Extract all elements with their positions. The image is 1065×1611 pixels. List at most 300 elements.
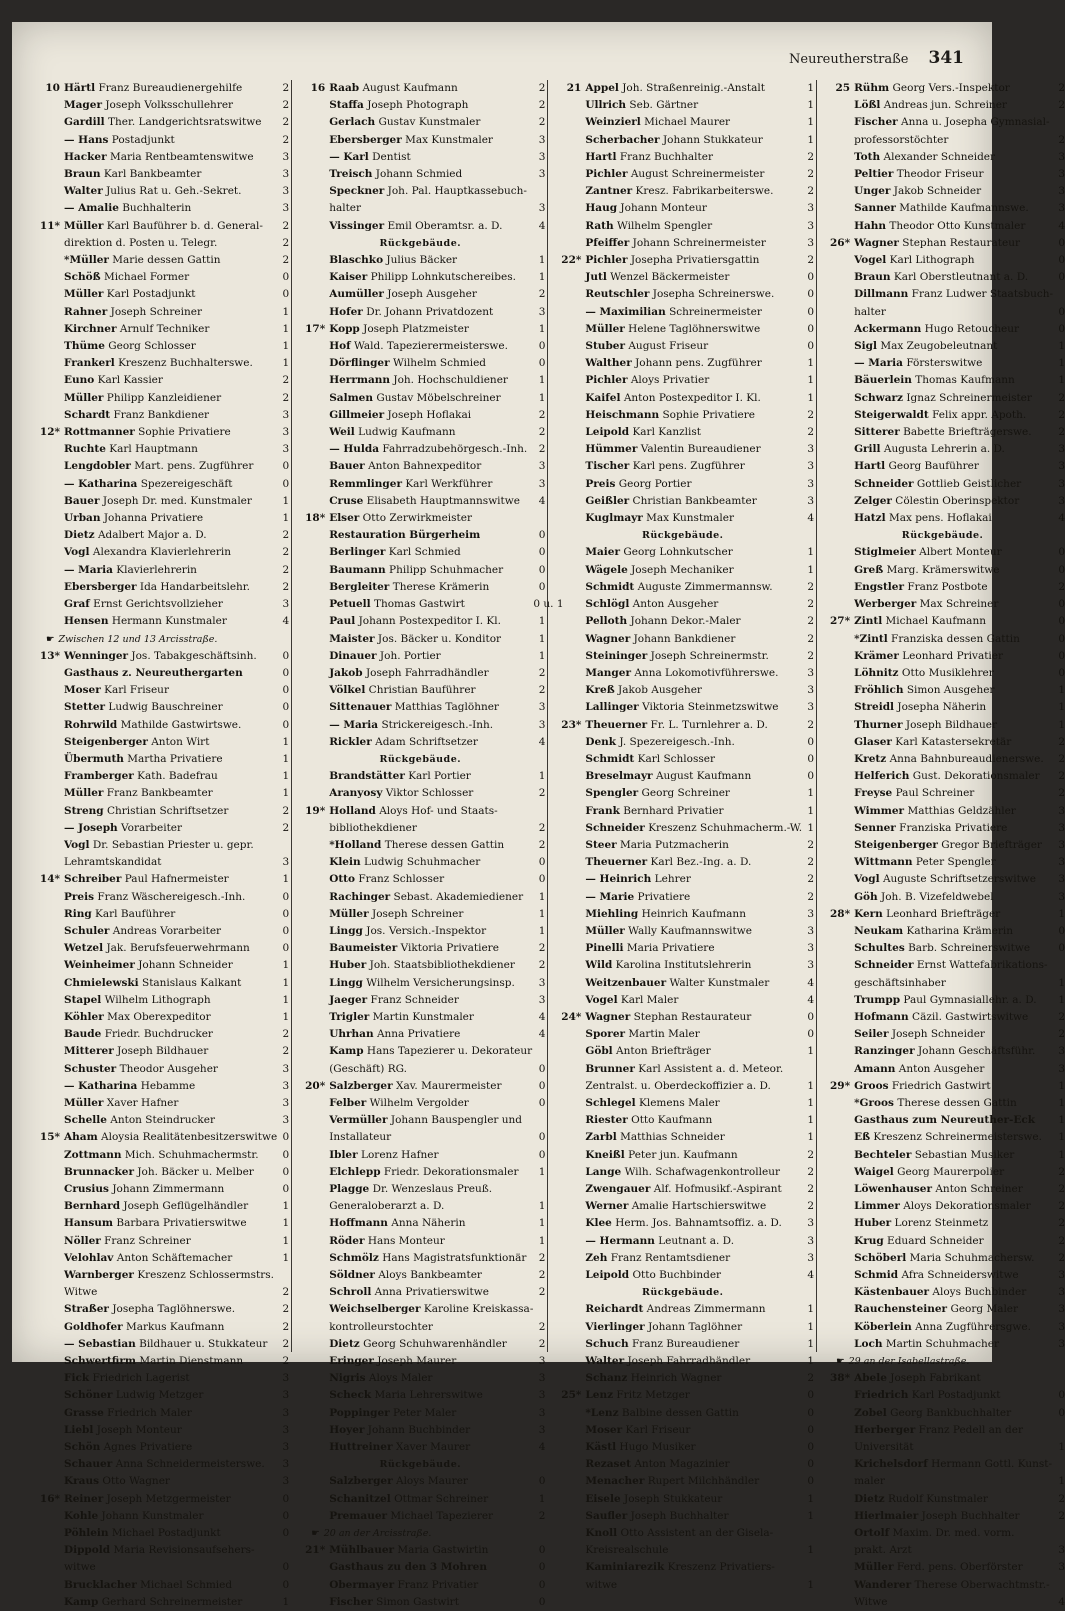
floor-number: 0 bbox=[807, 735, 815, 748]
directory-entry bbox=[820, 1439, 1065, 1456]
resident-surname: Lingg bbox=[329, 924, 363, 937]
directory-entry bbox=[30, 1456, 289, 1473]
entry-text bbox=[854, 132, 1053, 149]
floor-number: 2 bbox=[282, 1337, 290, 1350]
resident-details: Julius Rat u. Geh.-Sekret. bbox=[106, 185, 242, 198]
resident-surname: Peltier bbox=[854, 168, 894, 181]
directory-entry bbox=[295, 544, 545, 561]
resident-surname: Schwarz bbox=[854, 391, 904, 404]
entry-text bbox=[64, 527, 277, 544]
entry-text bbox=[64, 1594, 277, 1611]
floor-number: 1 bbox=[1058, 684, 1065, 697]
floor-number: 2 bbox=[1058, 408, 1065, 421]
resident-surname: — Maria bbox=[64, 563, 113, 576]
entry-text bbox=[329, 527, 533, 544]
floor-number: 2 bbox=[1058, 1200, 1065, 1213]
house-number: 12* bbox=[39, 426, 60, 439]
entry-text bbox=[854, 889, 1053, 906]
resident-details: Michael Postadjunkt bbox=[111, 1527, 221, 1540]
resident-details: Alexander Schneider bbox=[883, 150, 996, 163]
entry-text bbox=[64, 476, 277, 493]
directory-entry bbox=[551, 183, 814, 200]
resident-details: Alf. Hofmusikf.-Aspirant bbox=[653, 1183, 782, 1195]
resident-surname: — Joseph bbox=[64, 821, 118, 834]
entry-text bbox=[329, 820, 533, 837]
directory-entry bbox=[295, 785, 545, 802]
resident-surname: Schauer bbox=[64, 1458, 113, 1471]
resident-surname: Zantner bbox=[585, 185, 633, 198]
directory-entry bbox=[820, 1491, 1065, 1508]
directory-entry bbox=[30, 1009, 289, 1026]
floor-number: 0 bbox=[282, 890, 290, 903]
resident-surname: Müller bbox=[64, 288, 104, 301]
directory-entry bbox=[820, 889, 1065, 906]
resident-surname: Schmid bbox=[854, 1269, 899, 1282]
floor-number: 0 u. 1 bbox=[533, 598, 564, 611]
resident-surname: Scheck bbox=[329, 1389, 372, 1402]
resident-details: Michael Kaufmann bbox=[885, 615, 986, 628]
resident-details: Joseph Buchhalter bbox=[630, 1509, 729, 1522]
directory-entry bbox=[820, 235, 1065, 252]
directory-entry bbox=[820, 1284, 1065, 1301]
directory-entry bbox=[820, 269, 1065, 286]
entry-text bbox=[854, 631, 1053, 648]
resident-details: Barb. Schreinerswitwe bbox=[908, 942, 1031, 955]
entry-text bbox=[585, 1078, 802, 1095]
resident-surname: Neukam bbox=[854, 924, 904, 937]
resident-details: Leonhard Privatier bbox=[902, 649, 1004, 662]
directory-entry bbox=[30, 1319, 289, 1336]
entry-text bbox=[64, 734, 277, 751]
resident-surname: Heischmann bbox=[585, 408, 660, 421]
resident-details: kontrolleurstochter bbox=[329, 1320, 433, 1333]
floor-number: 1 bbox=[538, 254, 546, 267]
entry-text bbox=[854, 768, 1053, 785]
directory-entry bbox=[551, 1370, 814, 1387]
entry-text bbox=[854, 1147, 1053, 1164]
resident-details: Friedr. Buchdrucker bbox=[104, 1028, 213, 1041]
entry-text bbox=[64, 286, 277, 303]
entry-text bbox=[329, 1061, 533, 1078]
directory-entry bbox=[820, 1061, 1065, 1078]
entry-text bbox=[854, 252, 1053, 269]
floor-number: 1 bbox=[807, 1578, 815, 1591]
resident-details: Maria Rentbeamtenswitwe bbox=[109, 150, 254, 163]
resident-surname: Eisele bbox=[585, 1492, 621, 1505]
entry-text bbox=[329, 1370, 533, 1387]
directory-entry bbox=[30, 1353, 289, 1370]
entry-text bbox=[64, 304, 277, 321]
entry-text bbox=[329, 493, 533, 510]
entry-text bbox=[64, 1439, 277, 1456]
resident-surname: Wagner bbox=[585, 632, 631, 645]
floor-number: 1 bbox=[1058, 907, 1065, 920]
entry-text bbox=[329, 1387, 533, 1404]
resident-details: Max Kunstmaler bbox=[405, 133, 493, 146]
directory-entry bbox=[30, 527, 289, 544]
directory-entry bbox=[551, 751, 814, 768]
directory-entry bbox=[551, 1473, 814, 1490]
directory-entry bbox=[30, 218, 289, 235]
section-heading: Rückgebäude. bbox=[379, 237, 462, 249]
floor-number: 2 bbox=[538, 1269, 546, 1282]
resident-details: Franz Schreiner bbox=[104, 1234, 191, 1247]
directory-entry bbox=[820, 166, 1065, 183]
entry-text bbox=[854, 1491, 1053, 1508]
floor-number: 1 bbox=[282, 1234, 290, 1247]
entry-text bbox=[64, 1387, 277, 1404]
directory-entry bbox=[551, 1456, 814, 1473]
directory-entry bbox=[295, 1095, 545, 1112]
directory-entry bbox=[551, 975, 814, 992]
entry-text bbox=[585, 768, 802, 785]
entry-text bbox=[329, 1164, 533, 1181]
floor-number: 1 bbox=[282, 735, 290, 748]
floor-number: 3 bbox=[1058, 443, 1065, 456]
resident-details: Karl Bez.-Ing. a. D. bbox=[650, 856, 752, 869]
resident-details: Michael Tapezierer bbox=[390, 1509, 494, 1522]
resident-surname: Obermayer bbox=[329, 1578, 395, 1591]
floor-number: 2 bbox=[538, 821, 546, 834]
resident-surname: Wild bbox=[585, 959, 613, 972]
directory-entry bbox=[551, 871, 814, 888]
directory-entry bbox=[820, 975, 1065, 992]
entry-text bbox=[854, 80, 1053, 97]
entry-text bbox=[585, 372, 802, 389]
directory-entry bbox=[551, 699, 814, 716]
resident-surname: Schlögl bbox=[585, 598, 630, 611]
directory-entry bbox=[820, 751, 1065, 768]
resident-surname: Hofer bbox=[329, 305, 363, 318]
resident-details: Johann Zimmermann bbox=[112, 1183, 225, 1195]
resident-surname: Staffa bbox=[329, 99, 364, 112]
entry-text bbox=[329, 1405, 533, 1422]
floor-number: 3 bbox=[1058, 1045, 1065, 1058]
directory-entry bbox=[295, 321, 545, 338]
house-number: 16* bbox=[39, 1492, 60, 1505]
resident-details: Johann Bankdiener bbox=[633, 632, 736, 645]
resident-details: Joh. Bäcker u. Melber bbox=[137, 1165, 254, 1178]
directory-entry bbox=[30, 648, 289, 665]
resident-details: Adam Schriftsetzer bbox=[375, 735, 478, 748]
entry-text bbox=[64, 1198, 277, 1215]
house-number: 26* bbox=[829, 236, 851, 249]
resident-details: Johann Schreinermeister bbox=[632, 236, 766, 249]
resident-surname: Brucklacher bbox=[64, 1578, 137, 1591]
resident-surname: Wagner bbox=[585, 1010, 631, 1023]
entry-text bbox=[854, 854, 1053, 871]
resident-surname: Hahn bbox=[854, 219, 887, 232]
directory-entry bbox=[295, 682, 545, 699]
floor-number: 1 bbox=[282, 976, 290, 989]
resident-surname: Knoll bbox=[585, 1527, 618, 1540]
resident-details: Wenzel Bäckermeister bbox=[610, 271, 730, 284]
entry-text bbox=[585, 871, 802, 888]
floor-number: 3 bbox=[807, 443, 815, 456]
entry-text bbox=[64, 1129, 277, 1146]
resident-surname: Gasthaus zu den 3 Mohren bbox=[329, 1561, 487, 1574]
resident-details: Franz Bureaudienergehilfe bbox=[98, 82, 243, 94]
entry-text bbox=[64, 97, 277, 114]
floor-number: 2 bbox=[538, 787, 546, 800]
resident-details: Anna Schneidermeisterswe. bbox=[115, 1458, 265, 1471]
resident-details: Xav. Maurermeister bbox=[395, 1079, 502, 1092]
floor-number: 0 bbox=[282, 271, 290, 284]
resident-details: Karl Werkführer bbox=[405, 477, 493, 490]
pointing-hand-icon: ☛ bbox=[46, 633, 55, 645]
directory-entry bbox=[30, 1387, 289, 1404]
entry-text bbox=[64, 1491, 277, 1508]
resident-details: Albert Monteur bbox=[919, 546, 1002, 559]
floor-number: 4 bbox=[538, 1010, 546, 1023]
floor-number: 0 bbox=[1058, 322, 1065, 335]
resident-details: Schreinermeister bbox=[669, 305, 762, 318]
house-number: 10 bbox=[45, 82, 60, 94]
floor-number: 2 bbox=[538, 959, 546, 972]
directory-entry bbox=[295, 1491, 545, 1508]
entry-text bbox=[585, 183, 802, 200]
entry-text bbox=[64, 785, 277, 802]
resident-surname: Moser bbox=[585, 1423, 623, 1436]
entry-text bbox=[585, 717, 802, 734]
entry-text bbox=[585, 1353, 802, 1370]
resident-details: Balbine dessen Gattin bbox=[621, 1406, 739, 1419]
directory-entry bbox=[295, 631, 545, 648]
floor-number: 2 bbox=[282, 1045, 290, 1058]
entry-text bbox=[64, 1405, 277, 1422]
resident-surname: Vermüller bbox=[329, 1114, 388, 1127]
entry-text bbox=[585, 493, 802, 510]
resident-details: Herm. Jos. Bahnamtsoffiz. a. D. bbox=[615, 1217, 782, 1230]
entry-text bbox=[329, 596, 533, 613]
resident-details: Karl Bankbeamter bbox=[103, 168, 202, 181]
directory-entry bbox=[820, 183, 1065, 200]
directory-entry bbox=[295, 1542, 545, 1559]
resident-surname: Schuler bbox=[64, 924, 110, 937]
floor-number: 3 bbox=[1058, 1320, 1065, 1333]
directory-entry bbox=[820, 424, 1065, 441]
floor-number: 0 bbox=[538, 1148, 546, 1161]
floor-number: 1 bbox=[282, 770, 290, 783]
floor-number: 0 bbox=[807, 752, 815, 765]
floor-number: 3 bbox=[1058, 1062, 1065, 1075]
floor-number: 3 bbox=[1058, 1286, 1065, 1299]
resident-surname: Röder bbox=[329, 1234, 365, 1247]
directory-entry bbox=[551, 1422, 814, 1439]
directory-entry bbox=[295, 476, 545, 493]
entry-text bbox=[329, 682, 533, 699]
directory-entry bbox=[551, 665, 814, 682]
resident-details: Leonhard Briefträger bbox=[886, 907, 1001, 920]
directory-entry bbox=[30, 717, 289, 734]
resident-details: Markus Kaufmann bbox=[126, 1320, 225, 1333]
floor-number: 0 bbox=[282, 701, 290, 714]
resident-surname: Berlinger bbox=[329, 546, 386, 559]
entry-text bbox=[854, 183, 1053, 200]
directory-entry bbox=[30, 97, 289, 114]
floor-number: 2 bbox=[538, 838, 546, 851]
resident-surname: Raab bbox=[329, 82, 360, 94]
entry-text bbox=[854, 390, 1053, 407]
resident-details: Sophie Privatiere bbox=[662, 408, 756, 421]
resident-surname: Uhrhan bbox=[329, 1028, 374, 1041]
resident-details: Martin Kunstmaler bbox=[372, 1010, 474, 1023]
directory-entry bbox=[551, 338, 814, 355]
entry-text bbox=[64, 149, 277, 166]
entry-text bbox=[64, 923, 277, 940]
floor-number: 1 bbox=[807, 133, 815, 146]
directory-entry bbox=[295, 286, 545, 303]
resident-details: Therese dessen Gattin bbox=[897, 1096, 1017, 1109]
entry-text bbox=[64, 1284, 277, 1301]
entry-text bbox=[329, 441, 533, 458]
resident-surname: Mager bbox=[64, 99, 102, 112]
resident-details: August Schreinermeister bbox=[630, 168, 765, 181]
entry-text bbox=[329, 218, 533, 235]
entry-text bbox=[329, 1078, 533, 1095]
floor-number: 1 bbox=[807, 1096, 815, 1109]
floor-number: 0 bbox=[1058, 942, 1065, 955]
resident-surname: Krichelsdorf bbox=[854, 1458, 928, 1471]
directory-entry bbox=[820, 596, 1065, 613]
directory-entry bbox=[295, 1422, 545, 1439]
resident-surname: Vierlinger bbox=[585, 1320, 645, 1333]
floor-number: 3 bbox=[282, 426, 290, 439]
resident-surname: Vogl bbox=[854, 873, 880, 886]
resident-surname: Stuber bbox=[585, 340, 625, 353]
entry-text bbox=[585, 114, 802, 131]
resident-surname: Müller bbox=[64, 391, 104, 404]
resident-details: Kreszenz Buchhalterswe. bbox=[118, 357, 253, 370]
resident-surname: Fischer bbox=[329, 1595, 373, 1608]
directory-entry bbox=[820, 1508, 1065, 1525]
resident-details: Karl Kassier bbox=[97, 374, 163, 387]
resident-surname: Cruse bbox=[329, 494, 364, 507]
directory-entry bbox=[551, 1301, 814, 1318]
entry-text bbox=[854, 1233, 1053, 1250]
floor-number: 1 bbox=[807, 546, 815, 559]
directory-entry bbox=[30, 854, 289, 871]
entry-text bbox=[329, 114, 533, 131]
floor-number: 1 bbox=[538, 391, 546, 404]
directory-entry bbox=[30, 785, 289, 802]
entry-text bbox=[64, 665, 277, 682]
floor-number: 2 bbox=[282, 563, 290, 576]
entry-text bbox=[585, 751, 802, 768]
resident-surname: Geißler bbox=[585, 494, 630, 507]
entry-text bbox=[854, 1250, 1053, 1267]
floor-number: 0 bbox=[282, 477, 290, 490]
directory-column-3 bbox=[551, 80, 815, 1591]
floor-number: 2 bbox=[807, 856, 815, 869]
directory-entry bbox=[551, 510, 814, 527]
floor-number: 0 bbox=[807, 1458, 815, 1471]
resident-details: witwe bbox=[64, 1561, 96, 1574]
resident-details: Ferd. pens. Oberförster bbox=[896, 1561, 1023, 1574]
directory-entry bbox=[551, 940, 814, 957]
street-note-text: 20 an der Arcisstraße. bbox=[323, 1528, 432, 1540]
section-heading: Rückgebäude. bbox=[379, 753, 462, 765]
floor-number: 3 bbox=[282, 443, 290, 456]
floor-number: 2 bbox=[807, 150, 815, 163]
resident-surname: Sitterer bbox=[854, 426, 900, 439]
resident-details: Anna Lokomotivführerswe. bbox=[634, 666, 779, 679]
entry-text bbox=[585, 1181, 802, 1198]
resident-surname: Löwenhauser bbox=[854, 1183, 932, 1195]
entry-text bbox=[329, 407, 533, 424]
resident-surname: Hofmann bbox=[854, 1010, 909, 1023]
floor-number: 0 bbox=[538, 357, 546, 370]
floor-number: 1 bbox=[1058, 1475, 1065, 1488]
directory-entry bbox=[295, 1267, 545, 1284]
resident-surname: — Karl bbox=[329, 150, 369, 163]
resident-surname: Schmidt bbox=[585, 580, 635, 593]
resident-details: Fr. L. Turnlehrer a. D. bbox=[650, 718, 768, 731]
resident-details: Franz Wäschereigesch.-Inh. bbox=[97, 890, 246, 903]
floor-number: 2 bbox=[282, 116, 290, 129]
floor-number: 3 bbox=[807, 924, 815, 937]
floor-number: 0 bbox=[282, 1131, 290, 1144]
entry-text bbox=[64, 889, 277, 906]
directory-entry bbox=[295, 1336, 545, 1353]
resident-surname: Kreß bbox=[585, 684, 615, 697]
floor-number: 2 bbox=[282, 529, 290, 542]
entry-text bbox=[585, 149, 802, 166]
resident-surname: Crusius bbox=[64, 1183, 109, 1195]
entry-text bbox=[585, 803, 802, 820]
floor-number: 3 bbox=[282, 1406, 290, 1419]
floor-number: 1 bbox=[538, 322, 546, 335]
directory-entry bbox=[30, 1026, 289, 1043]
directory-entry bbox=[30, 923, 289, 940]
floor-number: 2 bbox=[538, 426, 546, 439]
directory-entry bbox=[551, 1061, 814, 1078]
directory-entry bbox=[295, 768, 545, 785]
resident-surname: Wenninger bbox=[64, 649, 129, 662]
directory-entry bbox=[295, 424, 545, 441]
entry-text bbox=[329, 889, 533, 906]
entry-text bbox=[585, 562, 802, 579]
floor-number: 1 bbox=[1058, 374, 1065, 387]
directory-entry bbox=[820, 631, 1065, 648]
floor-number: 0 bbox=[1058, 546, 1065, 559]
resident-details: Christian Bauführer bbox=[368, 684, 476, 697]
resident-surname: Jaeger bbox=[329, 993, 368, 1006]
floor-number: 0 bbox=[807, 271, 815, 284]
floor-number: 0 bbox=[282, 649, 290, 662]
entry-text bbox=[854, 1198, 1053, 1215]
resident-details: halter bbox=[329, 202, 362, 215]
resident-surname: Grasse bbox=[64, 1406, 104, 1419]
resident-details: Karoline Kreiskassa- bbox=[423, 1303, 534, 1316]
resident-surname: Schneider bbox=[854, 959, 914, 972]
directory-entry bbox=[551, 1164, 814, 1181]
resident-surname: Elchlepp bbox=[329, 1165, 381, 1178]
directory-entry bbox=[295, 1508, 545, 1525]
resident-surname: Chmielewski bbox=[64, 976, 139, 989]
entry-text bbox=[64, 1267, 277, 1284]
resident-surname: Blaschko bbox=[329, 254, 384, 267]
entry-text bbox=[64, 1422, 277, 1439]
resident-surname: Huber bbox=[854, 1217, 892, 1230]
entry-text bbox=[585, 906, 802, 923]
floor-number: 0 bbox=[282, 1509, 290, 1522]
entry-text bbox=[64, 235, 277, 252]
directory-entry bbox=[295, 837, 545, 854]
resident-details: Matthias Taglöhner bbox=[394, 701, 499, 714]
resident-surname: Wittmann bbox=[854, 856, 913, 869]
entry-text bbox=[585, 1250, 802, 1267]
